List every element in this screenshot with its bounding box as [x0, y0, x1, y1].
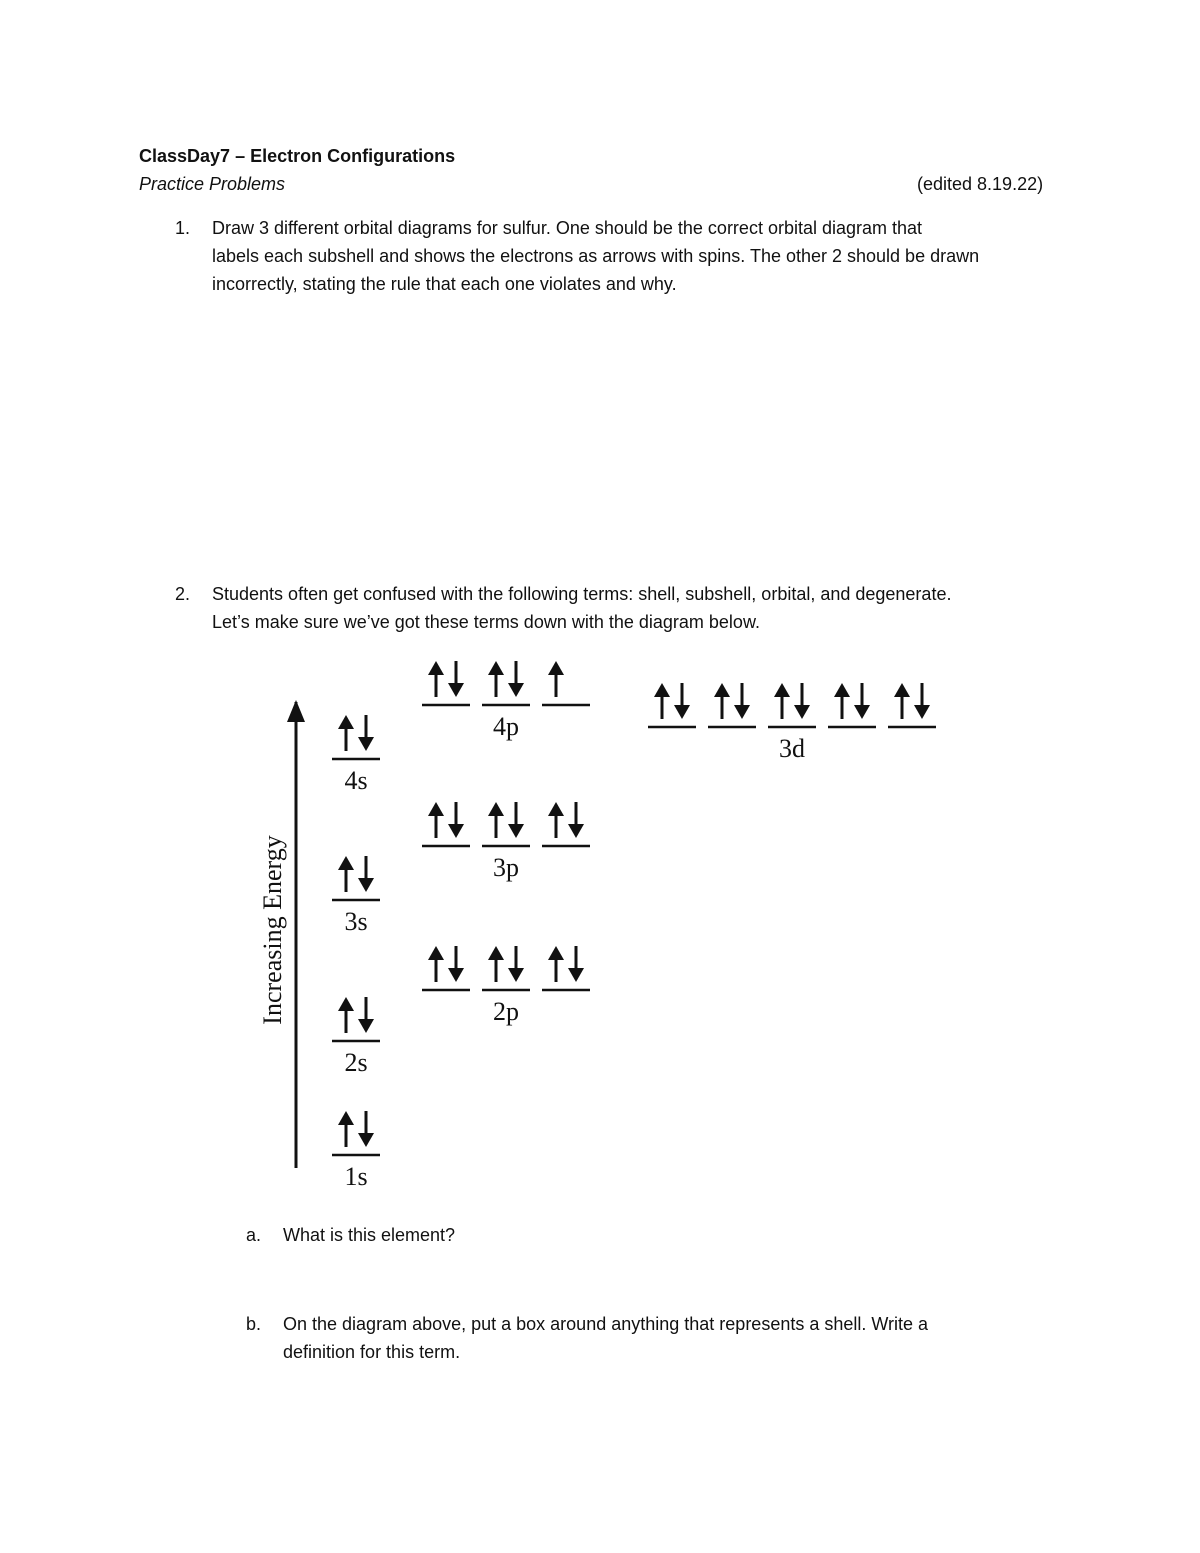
spin-up-arrow [488, 946, 504, 982]
spin-down-arrow [568, 802, 584, 838]
subshell-2p [422, 946, 590, 1026]
spin-down-arrow [358, 715, 374, 751]
orbital [482, 661, 530, 705]
spin-up-arrow [548, 802, 564, 838]
question-1-line-2: labels each subshell and shows the electrons as arrows with spins. The other 2 should be drawn [212, 246, 980, 266]
question-2-number: 2. [175, 584, 191, 604]
orbital [888, 683, 936, 727]
orbital [482, 946, 530, 990]
spin-up-arrow [834, 683, 850, 719]
subshell-label: 2s [344, 1048, 368, 1077]
question-1-number: 1. [175, 218, 191, 238]
orbital [648, 683, 696, 727]
page-title: ClassDay7 – Electron Configurations [139, 146, 456, 166]
spin-up-arrow [488, 661, 504, 697]
spin-up-arrow [548, 661, 564, 697]
spin-up-arrow [428, 946, 444, 982]
spin-up-arrow [428, 802, 444, 838]
spin-up-arrow [338, 1111, 354, 1147]
spin-down-arrow [734, 683, 750, 719]
spin-up-arrow [338, 715, 354, 751]
part-b-line-2: definition for this term. [283, 1342, 461, 1362]
spin-down-arrow [508, 661, 524, 697]
subshell-1s [332, 1111, 380, 1191]
part-a-text: What is this element? [283, 1225, 456, 1245]
spin-down-arrow [358, 856, 374, 892]
orbital [542, 946, 590, 990]
subshell-label: 3p [493, 853, 519, 882]
spin-down-arrow [914, 683, 930, 719]
spin-up-arrow [774, 683, 790, 719]
orbital [422, 946, 470, 990]
spin-down-arrow [508, 946, 524, 982]
orbital [542, 802, 590, 846]
orbital [708, 683, 756, 727]
page-subtitle: Practice Problems [139, 174, 286, 194]
subshell-label: 3d [779, 734, 805, 763]
spin-up-arrow [548, 946, 564, 982]
spin-up-arrow [488, 802, 504, 838]
energy-axis-arrowhead [287, 700, 305, 722]
orbital [332, 856, 380, 900]
subshell-label: 1s [344, 1162, 368, 1191]
spin-up-arrow [654, 683, 670, 719]
orbital [482, 802, 530, 846]
subshell-label: 2p [493, 997, 519, 1026]
spin-up-arrow [338, 856, 354, 892]
subshell-layer [332, 661, 936, 1191]
subshell-4p [422, 661, 590, 741]
orbital [422, 661, 470, 705]
orbital [332, 715, 380, 759]
subshell-3s [332, 856, 380, 936]
subshell-3d [648, 683, 936, 763]
energy-axis-label: Increasing Energy [258, 835, 287, 1025]
part-a-letter: a. [246, 1225, 262, 1245]
subshell-label: 4p [493, 712, 519, 741]
subshell-4s [332, 715, 380, 795]
spin-up-arrow [714, 683, 730, 719]
spin-down-arrow [358, 1111, 374, 1147]
orbital [542, 661, 590, 705]
spin-down-arrow [854, 683, 870, 719]
orbital [332, 1111, 380, 1155]
spin-down-arrow [448, 802, 464, 838]
orbital [828, 683, 876, 727]
spin-down-arrow [508, 802, 524, 838]
subshell-label: 3s [344, 907, 368, 936]
spin-down-arrow [448, 946, 464, 982]
orbital [422, 802, 470, 846]
edited-date: (edited 8.19.22) [917, 174, 1044, 194]
subshell-label: 4s [344, 766, 368, 795]
subshell-2s [332, 997, 380, 1077]
orbital [332, 997, 380, 1041]
part-b-letter: b. [246, 1314, 262, 1334]
spin-down-arrow [794, 683, 810, 719]
part-b-line-1: On the diagram above, put a box around anything that represents a shell. Write a [283, 1314, 929, 1334]
question-2-line-1: Students often get confused with the following terms: shell, subshell, orbital, and degenerate. [212, 584, 952, 604]
question-2-line-2: Let’s make sure we’ve got these terms down with the diagram below. [212, 612, 760, 632]
spin-down-arrow [568, 946, 584, 982]
spin-up-arrow [338, 997, 354, 1033]
question-1-line-3: incorrectly, stating the rule that each one violates and why. [212, 274, 677, 294]
spin-down-arrow [448, 661, 464, 697]
spin-up-arrow [428, 661, 444, 697]
subshell-3p [422, 802, 590, 882]
spin-down-arrow [674, 683, 690, 719]
orbital [768, 683, 816, 727]
question-1-line-1: Draw 3 different orbital diagrams for sulfur. One should be the correct orbital diagram that [212, 218, 923, 238]
spin-up-arrow [894, 683, 910, 719]
spin-down-arrow [358, 997, 374, 1033]
